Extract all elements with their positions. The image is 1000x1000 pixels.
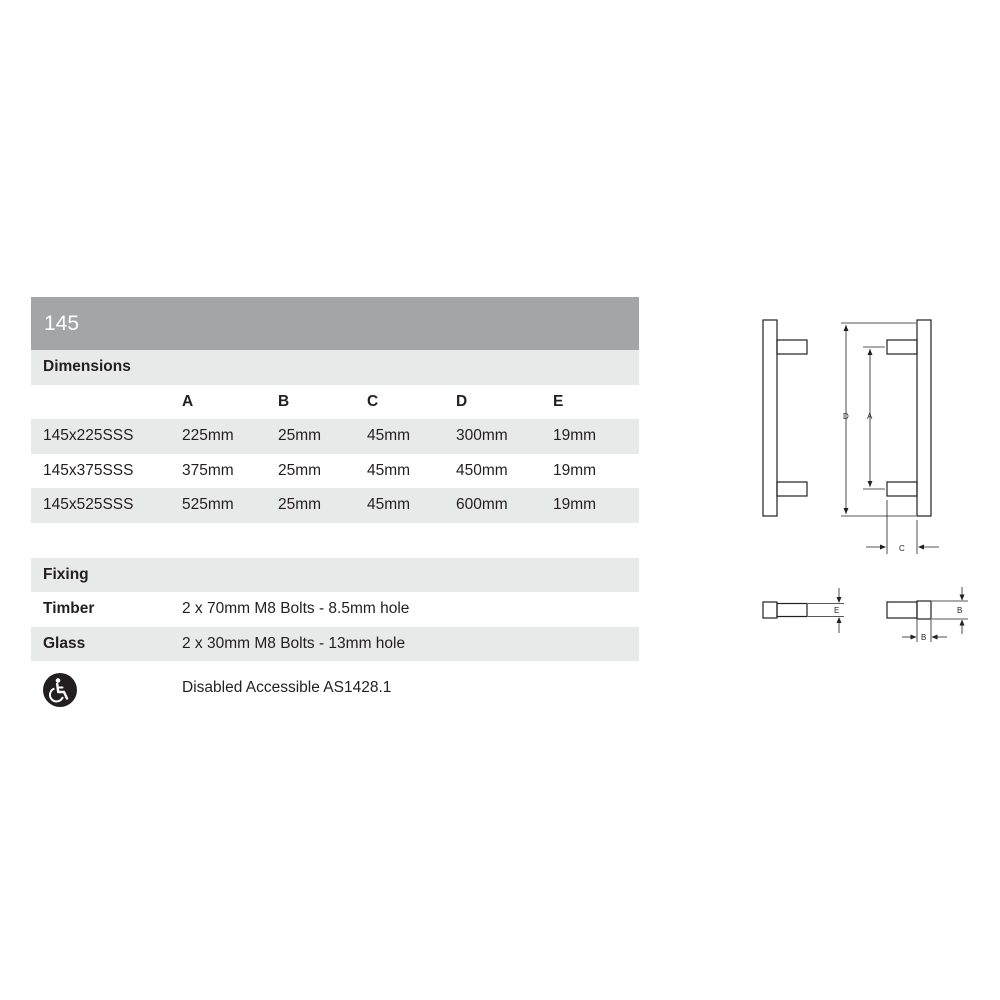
handle-leg-bottom-side xyxy=(887,482,917,496)
dimensions-heading-row xyxy=(31,350,639,385)
value-c: 45mm xyxy=(367,461,411,479)
column-header-c: C xyxy=(367,392,379,410)
label-d: D xyxy=(843,412,849,421)
fixing-label: Glass xyxy=(43,634,86,652)
fixing-label: Timber xyxy=(43,600,95,618)
accessibility-row xyxy=(31,661,639,719)
handle-dimension-diagram xyxy=(740,300,980,650)
product-code: 145x375SSS xyxy=(43,461,134,479)
fixing-value: 2 x 30mm M8 Bolts - 13mm hole xyxy=(182,634,406,652)
value-a: 525mm xyxy=(182,496,234,514)
value-e: 19mm xyxy=(553,461,597,479)
fixing-value: 2 x 70mm M8 Bolts - 8.5mm hole xyxy=(182,600,410,618)
label-c: C xyxy=(899,544,905,553)
value-d: 450mm xyxy=(456,461,508,479)
fixing-heading: Fixing xyxy=(43,565,89,583)
fixing-heading-row xyxy=(31,558,639,593)
column-header-row xyxy=(31,385,639,420)
column-header-a: A xyxy=(182,392,194,410)
label-e: E xyxy=(834,606,840,615)
value-c: 45mm xyxy=(367,496,411,514)
value-e: 19mm xyxy=(553,496,597,514)
column-header-d: D xyxy=(456,392,468,410)
fixing-row-timber xyxy=(31,592,639,627)
handle-bar-side xyxy=(917,320,931,516)
column-header-e: E xyxy=(553,392,564,410)
detail-bar-b xyxy=(917,601,931,619)
column-header-b: B xyxy=(278,392,290,410)
product-code: 145x225SSS xyxy=(43,427,134,445)
section-gap xyxy=(31,523,639,558)
fixing-row-glass xyxy=(31,627,639,662)
label-b-side: B xyxy=(957,606,963,615)
table-row xyxy=(31,419,639,454)
handle-leg-top-side xyxy=(887,340,917,354)
detail-bar-e xyxy=(763,602,777,618)
label-a: A xyxy=(867,412,873,421)
label-b-bottom: B xyxy=(921,633,927,642)
value-c: 45mm xyxy=(367,427,411,445)
handle-leg-bottom-front xyxy=(777,482,807,496)
detail-leg-b xyxy=(887,602,917,618)
table-row xyxy=(31,454,639,489)
product-title: 145 xyxy=(31,297,639,350)
value-b: 25mm xyxy=(278,496,322,514)
wheelchair-icon xyxy=(43,673,77,707)
handle-leg-top-front xyxy=(777,340,807,354)
spec-sheet xyxy=(31,297,639,719)
handle-bar-front xyxy=(763,320,777,516)
product-code: 145x525SSS xyxy=(43,496,134,514)
value-d: 300mm xyxy=(456,427,508,445)
value-d: 600mm xyxy=(456,496,508,514)
value-a: 225mm xyxy=(182,427,234,445)
value-b: 25mm xyxy=(278,427,322,445)
table-row xyxy=(31,488,639,523)
dimensions-heading: Dimensions xyxy=(43,358,131,376)
detail-leg-e xyxy=(777,604,807,617)
value-e: 19mm xyxy=(553,427,597,445)
value-b: 25mm xyxy=(278,461,322,479)
value-a: 375mm xyxy=(182,461,234,479)
accessibility-text: Disabled Accessible AS1428.1 xyxy=(182,679,392,696)
